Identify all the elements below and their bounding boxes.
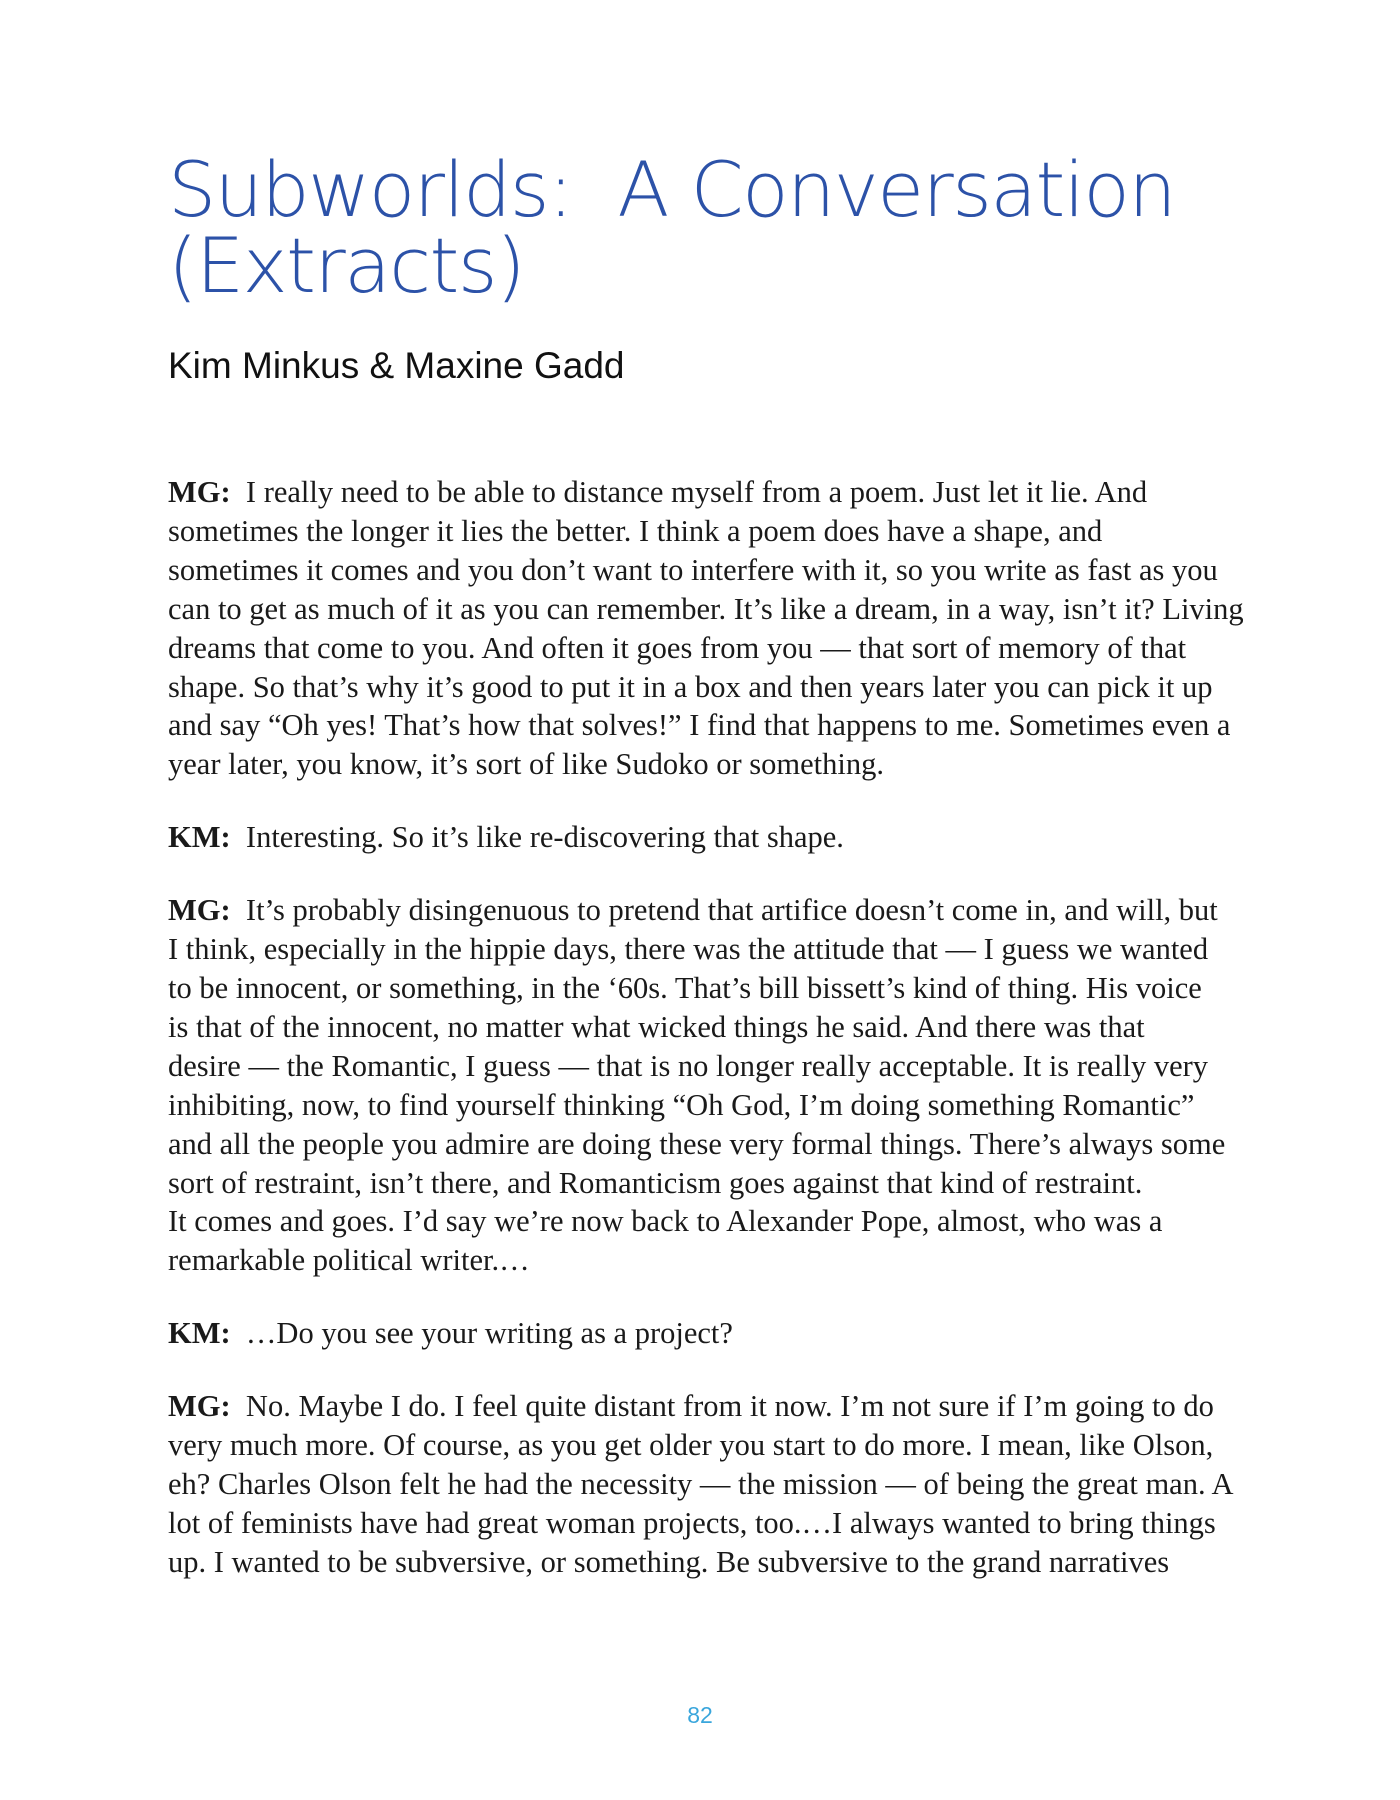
text-line: inhibiting, now, to find yourself thinking “Oh God, I’m doing something Romantic”	[168, 1087, 1195, 1122]
text-line: dreams that come to you. And often it goes from you — that sort of memory of that	[168, 630, 1187, 665]
text-line: MG: I really need to be able to distance myself from a poem. Just let it lie. And	[168, 475, 1148, 509]
text-line: KM: …Do you see your writing as a project?	[168, 1316, 733, 1351]
text-line: remarkable political writer.…	[168, 1243, 530, 1278]
text-line: MG: It’s probably disingenuous to pretend that artifice doesn’t come in, and will, but	[168, 893, 1218, 928]
text-line: very much more. Of course, as you get older you start to do more. I mean, like Olson,	[168, 1428, 1214, 1463]
text-line: KM: Interesting. So it’s like re-discovering that shape.	[168, 820, 844, 855]
article-title	[168, 145, 1268, 310]
text-line: can to get as much of it as you can remember. It’s like a dream, in a way, isn’t it? Living	[168, 591, 1244, 626]
text-line: desire — the Romantic, I guess — that is no longer really acceptable. It is really very	[168, 1048, 1209, 1083]
text-line: year later, you know, it’s sort of like Sudoko or something.	[168, 747, 884, 782]
text-line: and say “Oh yes! That’s how that solves!” I find that happens to me. Sometimes even a	[168, 708, 1231, 743]
paragraph-mg-2	[168, 891, 1238, 1280]
speaker-label: MG:	[168, 475, 231, 509]
text-line: sort of restraint, isn’t there, and Romanticism goes against that kind of restraint.	[168, 1165, 1143, 1200]
text-line: I think, especially in the hippie days, there was the attitude that — I guess we wanted	[168, 932, 1209, 967]
text-line: It comes and goes. I’d say we’re now back to Alexander Pope, almost, who was a	[168, 1204, 1163, 1239]
text-line: to be innocent, or something, in the ‘60s. That’s bill bissett’s kind of thing. His voice	[168, 970, 1202, 1005]
speaker-label: KM:	[168, 1316, 231, 1351]
paragraph-km-1	[168, 818, 1238, 857]
text-line: MG: No. Maybe I do. I feel quite distant from it now. I’m not sure if I’m going to do	[168, 1389, 1214, 1424]
text-line: shape. So that’s why it’s good to put it in a box and then years later you can pick it up	[168, 669, 1213, 704]
text-line: sometimes it comes and you don’t want to interfere with it, so you write as fast as you	[168, 552, 1218, 587]
text-line: and all the people you admire are doing these very formal things. There’s always some	[168, 1126, 1226, 1161]
text-line: is that of the innocent, no matter what wicked things he said. And there was that	[168, 1009, 1145, 1044]
paragraph-mg-1	[168, 473, 1244, 784]
text-line: sometimes the longer it lies the better. I think a poem does have a shape, and	[168, 513, 1103, 548]
text-line: eh? Charles Olson felt he had the necessity — the mission — of being the great man. A	[168, 1466, 1234, 1501]
text-line: lot of feminists have had great woman projects, too.…I always wanted to bring things	[168, 1505, 1216, 1540]
title-line: (Extracts)	[168, 221, 525, 310]
title-line: Subworlds: A Conversation	[168, 145, 1176, 234]
speaker-label: MG:	[168, 893, 231, 928]
paragraph-mg-3	[168, 1387, 1238, 1582]
paragraph-km-2	[168, 1314, 1238, 1353]
author-byline: Kim Minkus & Maxine Gadd	[168, 345, 625, 386]
article-body	[168, 473, 1244, 1616]
page-number: 82	[687, 1702, 713, 1728]
speaker-label: MG:	[168, 1389, 231, 1424]
text-line: up. I wanted to be subversive, or something. Be subversive to the grand narratives	[168, 1544, 1170, 1579]
speaker-label: KM:	[168, 820, 231, 855]
